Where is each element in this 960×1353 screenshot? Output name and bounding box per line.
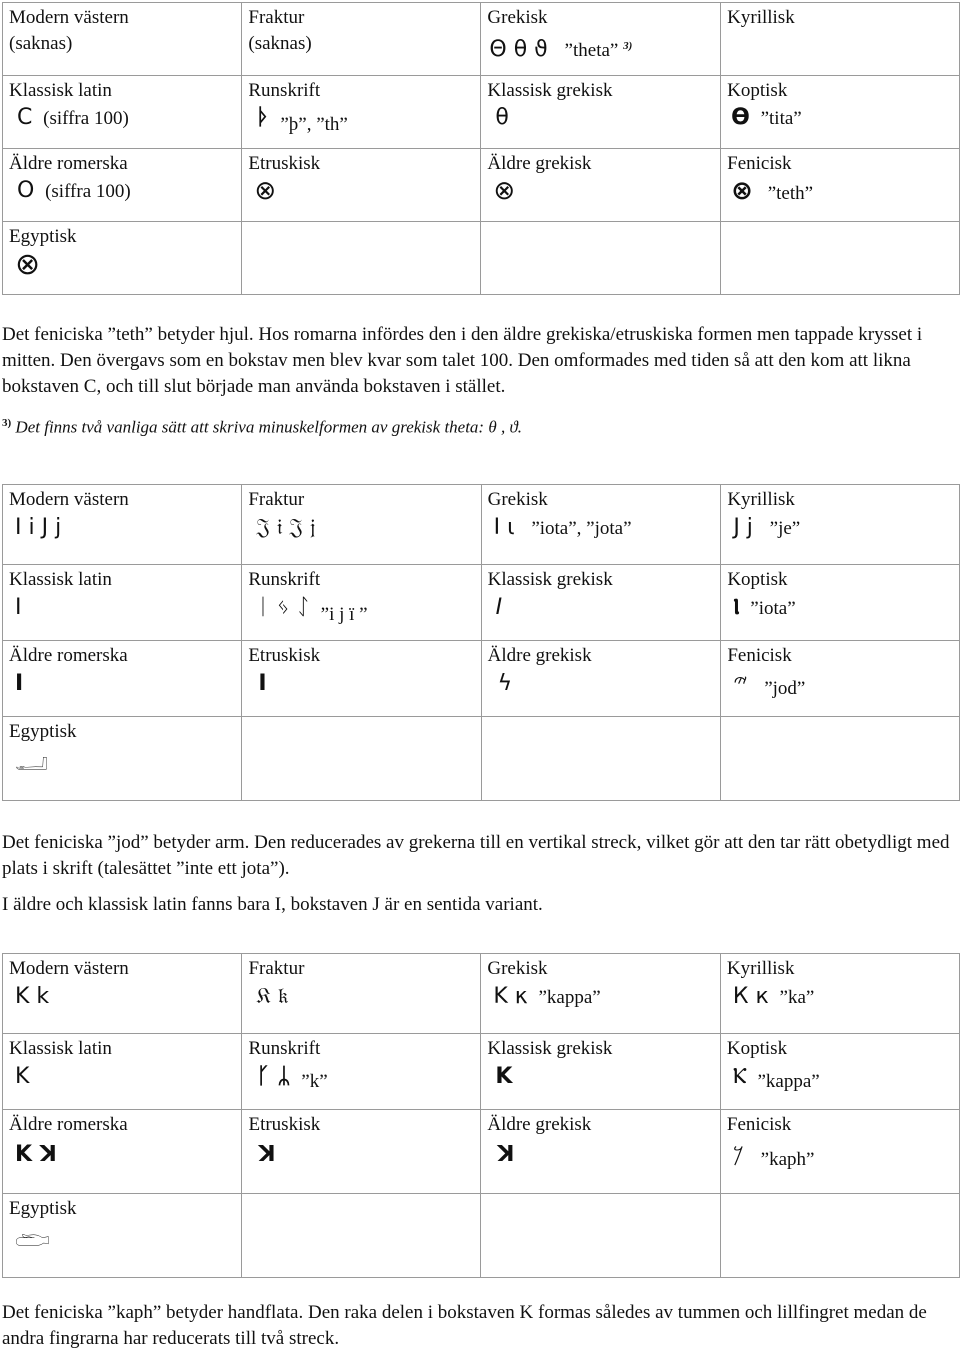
letter-name: ”iota” xyxy=(750,598,796,619)
glyph: I xyxy=(258,671,267,696)
cell-klassisk-grekisk xyxy=(481,1034,721,1110)
cell-aldre-grekisk xyxy=(481,641,721,717)
cell-label: Koptisk xyxy=(727,569,788,590)
glyph: O xyxy=(17,178,35,203)
cell-fenicisk xyxy=(721,149,960,222)
cell-label: Grekisk xyxy=(487,958,548,979)
cell-label: Etruskisk xyxy=(248,1114,321,1135)
letter-name: ”kappa” xyxy=(757,1071,820,1092)
cell-label: Etruskisk xyxy=(248,153,321,174)
cell-modern-vastern xyxy=(3,954,242,1034)
cell-kyrillisk xyxy=(721,485,960,565)
glyph: I xyxy=(15,671,24,696)
cell-label: Fraktur xyxy=(248,958,305,979)
cell-label: Klassisk latin xyxy=(9,569,112,590)
cell-empty xyxy=(481,717,721,801)
cell-aldre-romerska xyxy=(3,149,242,222)
glyph: ꓘ xyxy=(497,1142,515,1167)
glyph: K k xyxy=(15,984,50,1009)
cell-label: Fenicisk xyxy=(727,153,792,174)
cell-klassisk-latin xyxy=(3,565,242,641)
cell-label: Kyrillisk xyxy=(727,489,795,510)
glyph: ϟ xyxy=(497,671,513,696)
cell-klassisk-latin xyxy=(3,76,242,149)
letter-name: ”kaph” xyxy=(760,1149,815,1170)
cell-label: Modern västern xyxy=(9,958,129,979)
cell-klassisk-grekisk xyxy=(481,76,721,149)
cell-fraktur xyxy=(242,485,481,565)
theta-paragraph: Det feniciska ”teth” betyder hjul. Hos romarna infördes den i den äldre grekiska/etruskiska formen men tappade krysset i mitten. Den övergavs som en bokstav men blev kvar som talet 100. Den omformades med tiden så att den kom att likna bokstaven C, och till slut började man använda bokstaven i stället. xyxy=(2,324,923,397)
cell-label: Kyrillisk xyxy=(726,958,795,979)
cell-label: Egyptisk xyxy=(9,721,77,742)
iota-paragraph-2: I äldre och klassisk latin fanns bara I, bokstaven J är en sentida variant. xyxy=(2,894,543,915)
glyph: θ xyxy=(495,105,509,130)
cell-label: Fraktur xyxy=(248,489,305,510)
cell-grekisk xyxy=(481,3,721,76)
glyph: C xyxy=(17,105,33,130)
footnote-marker: 3) xyxy=(2,417,12,429)
letter-name: ”ka” xyxy=(779,987,815,1008)
letter-name: ”teth” xyxy=(767,183,814,204)
theta-footnote xyxy=(2,410,958,441)
cell-fenicisk xyxy=(721,641,960,717)
cell-klassisk-grekisk xyxy=(481,565,721,641)
cell-label: Egyptisk xyxy=(9,1198,77,1219)
cell-runskrift xyxy=(242,565,481,641)
cell-label: Äldre grekisk xyxy=(487,1114,592,1135)
letter-name: ”iota”, ”jota” xyxy=(531,518,632,539)
cell-label: Runskrift xyxy=(248,1038,321,1059)
glyph: ϴ xyxy=(731,105,750,130)
cell-grekisk xyxy=(481,954,721,1034)
glyph: ᛁ ᛃ ᛇ xyxy=(256,595,310,620)
cell-koptisk xyxy=(721,76,960,149)
glyph: Ј ј xyxy=(733,515,753,540)
cell-aldre-romerska xyxy=(3,1110,242,1194)
glyph: Θ θ ϑ xyxy=(489,37,548,63)
glyph: ꓘ xyxy=(258,1142,276,1167)
theta-table xyxy=(2,2,960,295)
cell-empty xyxy=(481,222,721,295)
letter-name: ”tita” xyxy=(760,108,802,129)
glyph: Κ κ xyxy=(493,984,528,1009)
cell-label: Modern västern xyxy=(9,489,129,510)
cell-egyptisk xyxy=(3,1194,242,1278)
cell-label: Äldre romerska xyxy=(9,1114,128,1135)
cell-label: Klassisk latin xyxy=(9,80,112,101)
cell-aldre-grekisk xyxy=(481,149,721,222)
letter-name: ”kappa” xyxy=(538,987,601,1008)
cell-aldre-grekisk xyxy=(481,1110,721,1194)
letter-name: (siffra 100) xyxy=(45,181,131,202)
arm-hieroglyph: 𓂝 xyxy=(15,751,49,776)
cell-label: Kyrillisk xyxy=(727,7,795,28)
cell-label: Koptisk xyxy=(727,80,788,101)
cell-label: Klassisk grekisk xyxy=(487,1038,613,1059)
cell-etruskisk xyxy=(242,149,481,222)
letter-name: ”i j ï ” xyxy=(320,604,368,625)
letter-name: ”k” xyxy=(301,1071,328,1092)
cell-koptisk xyxy=(720,1034,959,1110)
iota-table xyxy=(2,484,960,801)
circled-cross-glyph: ⊗ xyxy=(493,176,516,206)
cell-label: Äldre grekisk xyxy=(487,645,592,666)
cell-empty xyxy=(242,717,481,801)
cell-empty xyxy=(721,222,960,295)
cell-label: Grekisk xyxy=(487,7,548,28)
cell-label: Koptisk xyxy=(726,1038,788,1059)
glyph: I xyxy=(495,595,503,620)
cell-aldre-romerska xyxy=(3,641,242,717)
glyph: Ⲓ xyxy=(733,595,740,620)
circled-cross-glyph: ⊗ xyxy=(731,176,753,206)
hand-hieroglyph: 𓂧 xyxy=(15,1228,50,1253)
cell-fenicisk xyxy=(720,1110,959,1194)
glyph: K ꓘ xyxy=(15,1142,57,1167)
letter-name: ”jod” xyxy=(764,678,806,699)
cell-empty xyxy=(242,222,481,295)
cell-runskrift xyxy=(242,76,481,149)
cell-runskrift xyxy=(242,1034,481,1110)
cell-note: (saknas) xyxy=(9,33,73,54)
cell-label: Äldre romerska xyxy=(9,645,128,666)
letter-name: ”theta” xyxy=(564,40,619,62)
cell-etruskisk xyxy=(242,1110,481,1194)
cell-empty xyxy=(242,1194,481,1278)
cell-modern-vastern xyxy=(3,3,242,76)
cell-note: (saknas) xyxy=(248,33,312,54)
cell-label: Runskrift xyxy=(248,569,321,590)
cell-label: Äldre grekisk xyxy=(487,153,592,174)
letter-name: (siffra 100) xyxy=(43,108,129,129)
cell-egyptisk xyxy=(3,222,242,295)
cell-label: Fraktur xyxy=(248,7,305,28)
cell-label: Klassisk grekisk xyxy=(487,80,613,101)
glyph: 𐤉 xyxy=(733,671,748,696)
cell-empty xyxy=(721,717,960,801)
glyph: ᚴ ᛦ xyxy=(256,1064,291,1089)
cell-grekisk xyxy=(481,485,721,565)
cell-label: Fenicisk xyxy=(726,1114,792,1135)
letter-name: ”je” xyxy=(769,518,801,539)
cell-modern-vastern xyxy=(3,485,242,565)
glyph: K xyxy=(15,1064,30,1089)
cell-empty xyxy=(481,1194,721,1278)
cell-label: Modern västern xyxy=(9,7,129,28)
glyph: Ι ι xyxy=(493,515,515,540)
cell-label: Etruskisk xyxy=(248,645,321,666)
glyph: 𝔎 𝔨 xyxy=(256,984,289,1009)
cell-fraktur xyxy=(242,954,481,1034)
cell-empty xyxy=(720,1194,959,1278)
cell-label: Runskrift xyxy=(248,80,321,101)
cell-koptisk xyxy=(721,565,960,641)
cell-label: Fenicisk xyxy=(727,645,792,666)
glyph: Ⲕ xyxy=(732,1064,747,1089)
cell-label: Klassisk latin xyxy=(9,1038,112,1059)
cell-kyrillisk xyxy=(721,3,960,76)
footnote-ref: 3) xyxy=(623,40,633,52)
glyph: I xyxy=(15,595,22,620)
cell-etruskisk xyxy=(242,641,481,717)
circled-cross-glyph: ⊗ xyxy=(254,176,277,206)
cell-fraktur xyxy=(242,3,481,76)
letter-name: ”þ”, ”th” xyxy=(280,114,348,135)
glyph: ᚦ xyxy=(256,105,270,130)
glyph: 𝔍 𝔦 𝔍 𝔧 xyxy=(256,515,316,540)
iota-paragraph: Det feniciska ”jod” betyder arm. Den reducerades av grekerna till en vertikal streck, vilket gör att den tar rätt obetydligt med plats i skrift (talesättet ”inte ett jota”). xyxy=(2,832,950,879)
glyph: I i J j xyxy=(15,515,62,540)
glyph: K xyxy=(495,1064,513,1089)
cell-egyptisk xyxy=(3,717,242,801)
cell-label: Äldre romerska xyxy=(9,153,128,174)
kappa-table xyxy=(2,953,960,1278)
cell-label: Egyptisk xyxy=(9,226,77,247)
glyph: К к xyxy=(732,984,769,1009)
cell-klassisk-latin xyxy=(3,1034,242,1110)
cell-label: Grekisk xyxy=(487,489,548,510)
cell-label: Klassisk grekisk xyxy=(487,569,613,590)
cell-kyrillisk xyxy=(720,954,959,1034)
wheel-hieroglyph: ⊗ xyxy=(15,247,41,282)
glyph: 𐤊 xyxy=(732,1142,744,1167)
kappa-paragraph: Det feniciska ”kaph” betyder handflata. Den raka delen i bokstaven K formas således av tummen och lillfingret medan de andra fingrarna har reducerats till två streck. xyxy=(2,1302,927,1349)
footnote-text: Det finns två vanliga sätt att skriva minuskelformen av grekisk theta: θ , ϑ. xyxy=(15,417,523,437)
